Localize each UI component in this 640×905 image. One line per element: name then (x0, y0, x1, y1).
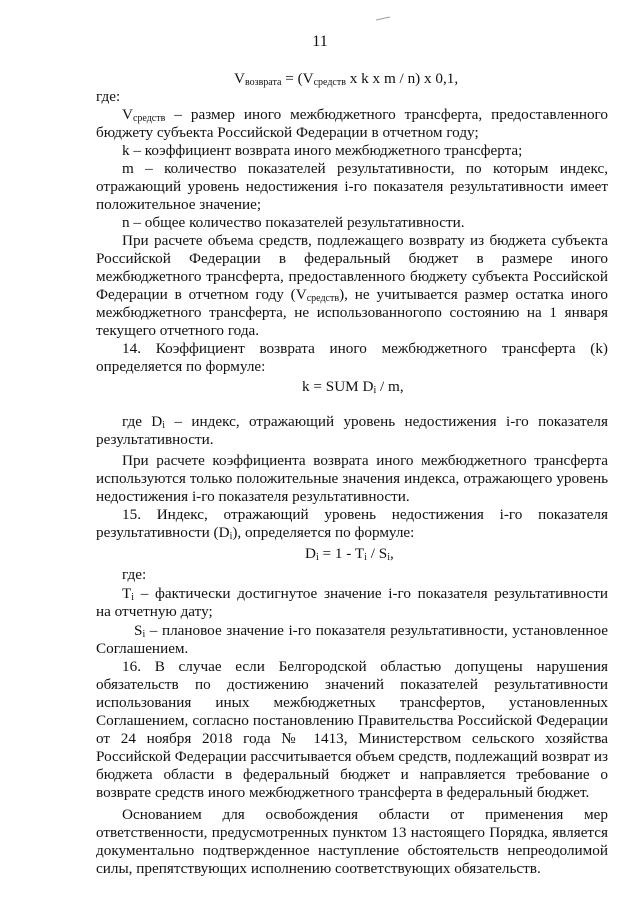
raschet-line6: текущего отчетного года. (96, 322, 260, 339)
raschet-line3: межбюджетного трансферта, предоставленного бюджету субъекта Российской (96, 268, 608, 285)
p16-line6: Российской Федерации рассчитывается объем средств, подлежащий возврат из (96, 748, 608, 765)
formula-k: k = SUM $D_i$ / m, (302, 378, 404, 396)
gde-label-2: где: (122, 566, 147, 583)
gde-label: где: (96, 88, 121, 105)
formula-v-vozvrata: $V_{возврата} = (V_{средств}$ x k x m / n) x 0,1, (234, 70, 459, 88)
p14-line2: определяется по формуле: (96, 358, 266, 375)
def-m-line3: положительное значение; (96, 196, 262, 213)
raschet-line4: Федерации в отчетном году $(V_{средств})$, не учитывается размер остатка иного (96, 286, 608, 304)
p16-line4: Соглашением, согласно постановлению Правительства Российской Федерации (96, 712, 608, 729)
p14-line1: 14. Коэффициент возврата иного межбюджетного трансферта (k) (122, 340, 608, 357)
raschet-line2: Российской Федерации в федеральный бюджет в размере иного (96, 250, 608, 267)
def-v-line2: бюджету субъекта Российской Федерации в отчетном году; (96, 124, 479, 141)
p16-line5: от 24 ноября 2018 года № 1413, Министерством сельского хозяйства (96, 730, 608, 747)
p16-line8: возврате средств иного межбюджетного трансферта в федеральный бюджет. (96, 784, 590, 801)
koef-line3: недостижения i-го показателя результативности. (96, 488, 410, 505)
def-ti-line1: $T_i$ – фактически достигнутое значение i-го показателя результативности (122, 585, 608, 603)
raschet-line1: При расчете объема средств, подлежащего возврату из бюджета субъекта (122, 232, 608, 249)
p16-line7: бюджета области в федеральный бюджет и направляется требование о (96, 766, 608, 783)
def-v-line1: $V_{средств}$ – размер иного межбюджетного трансферта, предоставленного (122, 106, 608, 124)
def-si-line1: $S_i$ – плановое значение i-го показателя результативности, установленное (134, 622, 608, 640)
def-n: n – общее количество показателей результативности. (122, 214, 465, 231)
p16-line1: 16. В случае если Белгородской областью допущены нарушения (122, 658, 608, 675)
osnov-line4: силы, препятствующих исполнению соответствующих обязательств. (96, 860, 541, 877)
koef-line1: При расчете коэффициента возврата иного межбюджетного трансферта (122, 452, 608, 469)
koef-line2: используются только положительные значения индекса, отражающего уровень (96, 470, 608, 487)
p16-line3: использования иных межбюджетных трансфертов, установленных (96, 694, 608, 711)
def-si-line2: Соглашением. (96, 640, 189, 657)
def-m-line1: m – количество показателей результативности, по которым индекс, (122, 160, 608, 177)
osnov-line2: ответственности, предусмотренных пунктом 13 настоящего Порядка, является (96, 824, 608, 841)
def-k: k – коэффициент возврата иного межбюджетного трансферта; (122, 142, 523, 159)
p15-line1: 15. Индекс, отражающий уровень недостижения i-го показателя (122, 506, 608, 523)
def-di-line2: результативности. (96, 431, 214, 448)
osnov-line3: документально подтвержденное наступление обстоятельств непреодолимой (96, 842, 608, 859)
def-ti-line2: на отчетную дату; (96, 603, 213, 620)
p15-line2: результативности $(D_i)$, определяется по формуле: (96, 524, 415, 542)
p16-line2: обязательств по достижению значений показателей результативности (96, 676, 608, 693)
def-di-line1: где $D_i$ – индекс, отражающий уровень недостижения i-го показателя (122, 413, 608, 431)
raschet-line5: межбюджетного трансферта, не использованногопо состоянию на 1 января (96, 304, 608, 321)
def-m-line2: отражающий уровень недостижения i-го показателя результативности имеет (96, 178, 608, 195)
formula-di: $D_i = 1 - T_i / S_i$, (305, 545, 394, 563)
osnov-line1: Основанием для освобождения области от применения мер (122, 806, 608, 823)
page-number: 11 (312, 33, 328, 50)
scan-mark (376, 17, 390, 21)
